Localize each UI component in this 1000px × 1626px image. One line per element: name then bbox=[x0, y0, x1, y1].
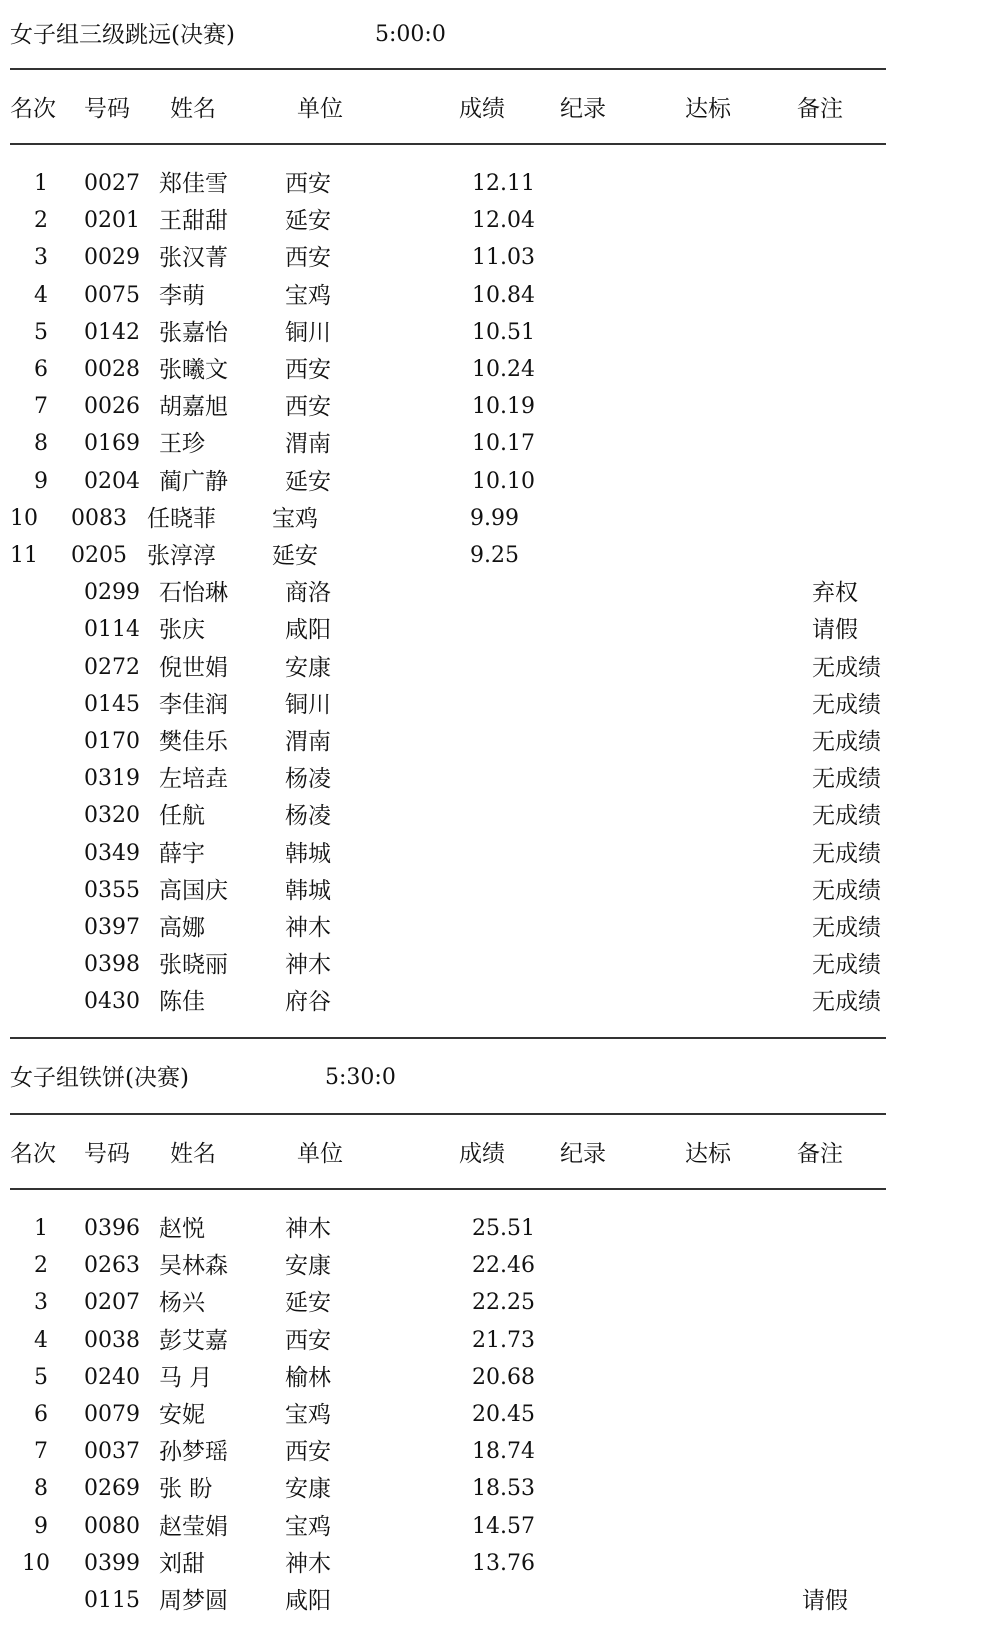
rank-cell: 11 bbox=[10, 543, 38, 568]
bib-cell: 0299 bbox=[84, 580, 140, 605]
unit-cell: 宝鸡 bbox=[285, 1514, 331, 1540]
unit-cell: 延安 bbox=[272, 543, 318, 569]
header-standard: 达标 bbox=[685, 96, 731, 122]
name-cell: 高国庆 bbox=[159, 878, 228, 904]
rank-cell: 5 bbox=[34, 320, 48, 345]
header-bib: 号码 bbox=[84, 1141, 130, 1167]
name-cell: 蔺广静 bbox=[159, 469, 228, 495]
event-title: 女子组铁饼(决赛) bbox=[10, 1065, 189, 1091]
note-cell: 无成绩 bbox=[812, 952, 881, 978]
header-name: 姓名 bbox=[170, 1141, 216, 1167]
unit-cell: 商洛 bbox=[285, 580, 331, 606]
rank-cell: 5 bbox=[34, 1365, 48, 1390]
rank-cell: 9 bbox=[34, 469, 48, 494]
unit-cell: 神木 bbox=[285, 1551, 331, 1577]
bib-cell: 0038 bbox=[84, 1328, 140, 1353]
bib-cell: 0319 bbox=[84, 766, 140, 791]
unit-cell: 西安 bbox=[285, 357, 331, 383]
rank-cell: 1 bbox=[34, 1216, 48, 1241]
name-cell: 张嘉怡 bbox=[159, 320, 228, 346]
unit-cell: 渭南 bbox=[285, 729, 331, 755]
name-cell: 赵莹娟 bbox=[159, 1514, 228, 1540]
rank-cell: 7 bbox=[34, 394, 48, 419]
header-bib: 号码 bbox=[84, 96, 130, 122]
unit-cell: 榆林 bbox=[285, 1365, 331, 1391]
bib-cell: 0142 bbox=[84, 320, 140, 345]
header-rank: 名次 bbox=[10, 96, 56, 122]
name-cell: 安妮 bbox=[159, 1402, 205, 1428]
result-cell: 21.73 bbox=[472, 1328, 535, 1353]
unit-cell: 韩城 bbox=[285, 878, 331, 904]
bib-cell: 0355 bbox=[84, 878, 140, 903]
name-cell: 高娜 bbox=[159, 915, 205, 941]
unit-cell: 宝鸡 bbox=[285, 283, 331, 309]
name-cell: 张 盼 bbox=[159, 1476, 213, 1502]
name-cell: 胡嘉旭 bbox=[159, 394, 228, 420]
divider bbox=[10, 1188, 886, 1190]
bib-cell: 0207 bbox=[84, 1290, 140, 1315]
note-cell: 请假 bbox=[802, 1588, 848, 1614]
note-cell: 无成绩 bbox=[812, 841, 881, 867]
note-cell: 无成绩 bbox=[812, 766, 881, 792]
unit-cell: 渭南 bbox=[285, 431, 331, 457]
result-cell: 9.25 bbox=[470, 543, 519, 568]
divider bbox=[10, 143, 886, 145]
note-cell: 无成绩 bbox=[812, 692, 881, 718]
name-cell: 左培垚 bbox=[159, 766, 228, 792]
name-cell: 赵悦 bbox=[159, 1216, 205, 1242]
header-name: 姓名 bbox=[170, 96, 216, 122]
name-cell: 石怡琳 bbox=[159, 580, 228, 606]
rank-cell: 10 bbox=[10, 506, 38, 531]
unit-cell: 杨凌 bbox=[285, 803, 331, 829]
name-cell: 任航 bbox=[159, 803, 205, 829]
result-cell: 12.11 bbox=[472, 171, 535, 196]
result-cell: 11.03 bbox=[472, 245, 535, 270]
event-time: 5:00:0 bbox=[375, 22, 446, 47]
result-cell: 14.57 bbox=[472, 1514, 535, 1539]
bib-cell: 0201 bbox=[84, 208, 140, 233]
rank-cell: 7 bbox=[34, 1439, 48, 1464]
bib-cell: 0397 bbox=[84, 915, 140, 940]
result-cell: 20.45 bbox=[472, 1402, 535, 1427]
unit-cell: 延安 bbox=[285, 469, 331, 495]
unit-cell: 咸阳 bbox=[285, 1588, 331, 1614]
divider bbox=[10, 1113, 886, 1115]
result-cell: 20.68 bbox=[472, 1365, 535, 1390]
bib-cell: 0075 bbox=[84, 283, 140, 308]
unit-cell: 西安 bbox=[285, 394, 331, 420]
unit-cell: 咸阳 bbox=[285, 617, 331, 643]
result-cell: 12.04 bbox=[472, 208, 535, 233]
unit-cell: 安康 bbox=[285, 655, 331, 681]
name-cell: 李佳润 bbox=[159, 692, 228, 718]
header-result: 成绩 bbox=[459, 96, 505, 122]
unit-cell: 宝鸡 bbox=[272, 506, 318, 532]
header-rank: 名次 bbox=[10, 1141, 56, 1167]
rank-cell: 4 bbox=[34, 1328, 48, 1353]
result-cell: 10.17 bbox=[472, 431, 535, 456]
unit-cell: 安康 bbox=[285, 1476, 331, 1502]
bib-cell: 0114 bbox=[84, 617, 140, 642]
bib-cell: 0029 bbox=[84, 245, 140, 270]
bib-cell: 0115 bbox=[84, 1588, 140, 1613]
bib-cell: 0399 bbox=[84, 1551, 140, 1576]
rank-cell: 3 bbox=[34, 1290, 48, 1315]
name-cell: 张庆 bbox=[159, 617, 205, 643]
unit-cell: 宝鸡 bbox=[285, 1402, 331, 1428]
bib-cell: 0028 bbox=[84, 357, 140, 382]
result-cell: 9.99 bbox=[470, 506, 519, 531]
rank-cell: 4 bbox=[34, 283, 48, 308]
bib-cell: 0204 bbox=[84, 469, 140, 494]
bib-cell: 0027 bbox=[84, 171, 140, 196]
rank-cell: 6 bbox=[34, 1402, 48, 1427]
note-cell: 无成绩 bbox=[812, 803, 881, 829]
result-cell: 10.51 bbox=[472, 320, 535, 345]
note-cell: 弃权 bbox=[812, 580, 858, 606]
unit-cell: 神木 bbox=[285, 952, 331, 978]
unit-cell: 西安 bbox=[285, 245, 331, 271]
name-cell: 张汉菁 bbox=[159, 245, 228, 271]
header-standard: 达标 bbox=[685, 1141, 731, 1167]
unit-cell: 府谷 bbox=[285, 989, 331, 1015]
event-title: 女子组三级跳远(决赛) bbox=[10, 22, 235, 48]
result-cell: 18.74 bbox=[472, 1439, 535, 1464]
bib-cell: 0398 bbox=[84, 952, 140, 977]
bib-cell: 0083 bbox=[71, 506, 127, 531]
note-cell: 无成绩 bbox=[812, 915, 881, 941]
unit-cell: 神木 bbox=[285, 1216, 331, 1242]
result-cell: 13.76 bbox=[472, 1551, 535, 1576]
name-cell: 杨兴 bbox=[159, 1290, 205, 1316]
header-record: 纪录 bbox=[560, 1141, 606, 1167]
header-note: 备注 bbox=[797, 1141, 843, 1167]
header-record: 纪录 bbox=[560, 96, 606, 122]
note-cell: 无成绩 bbox=[812, 729, 881, 755]
name-cell: 孙梦瑶 bbox=[159, 1439, 228, 1465]
name-cell: 彭艾嘉 bbox=[159, 1328, 228, 1354]
name-cell: 张淳淳 bbox=[147, 543, 216, 569]
name-cell: 倪世娟 bbox=[159, 655, 228, 681]
unit-cell: 西安 bbox=[285, 1439, 331, 1465]
unit-cell: 韩城 bbox=[285, 841, 331, 867]
bib-cell: 0169 bbox=[84, 431, 140, 456]
bib-cell: 0272 bbox=[84, 655, 140, 680]
bib-cell: 0205 bbox=[71, 543, 127, 568]
name-cell: 王珍 bbox=[159, 431, 205, 457]
result-cell: 10.24 bbox=[472, 357, 535, 382]
header-unit: 单位 bbox=[297, 1141, 343, 1167]
name-cell: 张晓丽 bbox=[159, 952, 228, 978]
unit-cell: 铜川 bbox=[285, 692, 331, 718]
bib-cell: 0080 bbox=[84, 1514, 140, 1539]
unit-cell: 延安 bbox=[285, 208, 331, 234]
name-cell: 任晓菲 bbox=[147, 506, 216, 532]
unit-cell: 神木 bbox=[285, 915, 331, 941]
name-cell: 张曦文 bbox=[159, 357, 228, 383]
note-cell: 无成绩 bbox=[812, 655, 881, 681]
rank-cell: 1 bbox=[34, 171, 48, 196]
name-cell: 郑佳雪 bbox=[159, 171, 228, 197]
bib-cell: 0320 bbox=[84, 803, 140, 828]
unit-cell: 延安 bbox=[285, 1290, 331, 1316]
rank-cell: 2 bbox=[34, 1253, 48, 1278]
name-cell: 薛宇 bbox=[159, 841, 205, 867]
bib-cell: 0396 bbox=[84, 1216, 140, 1241]
rank-cell: 3 bbox=[34, 245, 48, 270]
rank-cell: 8 bbox=[34, 1476, 48, 1501]
bib-cell: 0170 bbox=[84, 729, 140, 754]
name-cell: 刘甜 bbox=[159, 1551, 205, 1577]
bib-cell: 0026 bbox=[84, 394, 140, 419]
divider bbox=[10, 68, 886, 70]
unit-cell: 杨凌 bbox=[285, 766, 331, 792]
result-cell: 10.84 bbox=[472, 283, 535, 308]
result-cell: 10.19 bbox=[472, 394, 535, 419]
divider bbox=[10, 1037, 886, 1039]
rank-cell: 9 bbox=[34, 1514, 48, 1539]
bib-cell: 0079 bbox=[84, 1402, 140, 1427]
bib-cell: 0349 bbox=[84, 841, 140, 866]
name-cell: 李萌 bbox=[159, 283, 205, 309]
bib-cell: 0269 bbox=[84, 1476, 140, 1501]
note-cell: 请假 bbox=[812, 617, 858, 643]
bib-cell: 0240 bbox=[84, 1365, 140, 1390]
bib-cell: 0145 bbox=[84, 692, 140, 717]
rank-cell: 8 bbox=[34, 431, 48, 456]
name-cell: 樊佳乐 bbox=[159, 729, 228, 755]
header-result: 成绩 bbox=[459, 1141, 505, 1167]
rank-cell: 10 bbox=[22, 1551, 50, 1576]
rank-cell: 2 bbox=[34, 208, 48, 233]
name-cell: 陈佳 bbox=[159, 989, 205, 1015]
name-cell: 吴林森 bbox=[159, 1253, 228, 1279]
note-cell: 无成绩 bbox=[812, 878, 881, 904]
unit-cell: 西安 bbox=[285, 1328, 331, 1354]
header-note: 备注 bbox=[797, 96, 843, 122]
result-cell: 18.53 bbox=[472, 1476, 535, 1501]
rank-cell: 6 bbox=[34, 357, 48, 382]
result-cell: 10.10 bbox=[472, 469, 535, 494]
result-cell: 25.51 bbox=[472, 1216, 535, 1241]
bib-cell: 0263 bbox=[84, 1253, 140, 1278]
header-unit: 单位 bbox=[297, 96, 343, 122]
name-cell: 马 月 bbox=[159, 1365, 213, 1391]
unit-cell: 铜川 bbox=[285, 320, 331, 346]
bib-cell: 0430 bbox=[84, 989, 140, 1014]
unit-cell: 西安 bbox=[285, 171, 331, 197]
bib-cell: 0037 bbox=[84, 1439, 140, 1464]
event-time: 5:30:0 bbox=[325, 1065, 396, 1090]
result-cell: 22.46 bbox=[472, 1253, 535, 1278]
note-cell: 无成绩 bbox=[812, 989, 881, 1015]
name-cell: 周梦圆 bbox=[159, 1588, 228, 1614]
result-cell: 22.25 bbox=[472, 1290, 535, 1315]
unit-cell: 安康 bbox=[285, 1253, 331, 1279]
name-cell: 王甜甜 bbox=[159, 208, 228, 234]
